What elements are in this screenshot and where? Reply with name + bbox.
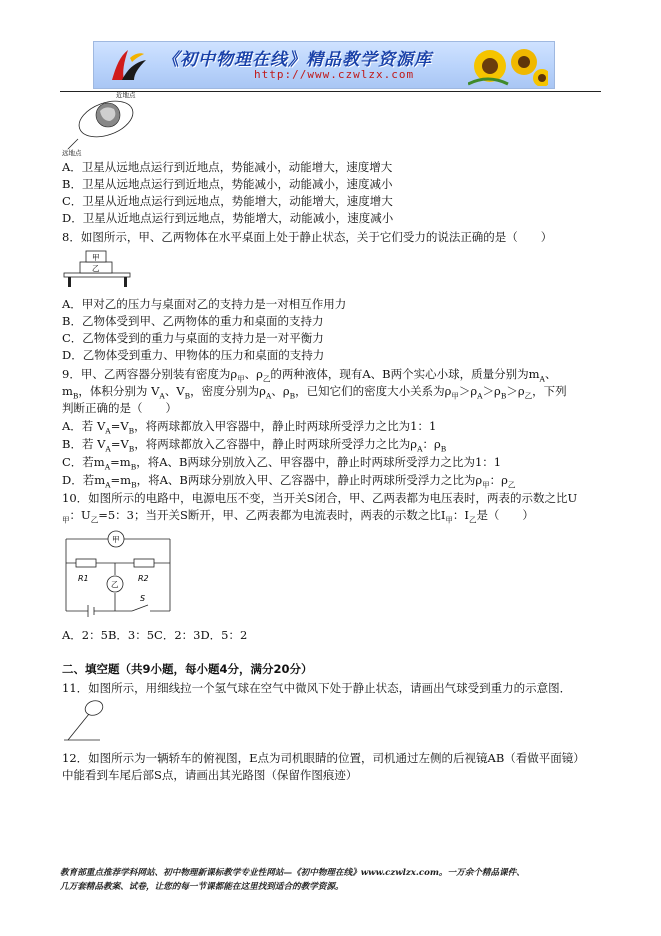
footer-line-1: 教育部重点推荐学科网站、初中物理新课标教学专业性网站—《初中物理在线》www.czwlzx.com。一万余个精品课件、	[60, 868, 525, 878]
footer-line-2: 几万套精品教案、试卷，让您的每一节课都能在这里找到适合的教学资源。	[60, 882, 344, 892]
q9-option-a: A．若 $V_A=V_B$，将两球都放入甲容器中，静止时两球所受浮力之比为1：1	[62, 419, 437, 436]
q9-option-c: C．若$m_A=m_B$，将A、B两球分别放入乙、甲容器中，静止时两球所受浮力之比为1：1	[62, 455, 502, 472]
near-point-label: 近地点	[116, 91, 136, 99]
sunflower-icon	[468, 44, 548, 86]
banner-title: 《初中物理在线》精品教学资源库	[162, 50, 432, 70]
r1-label: R1	[78, 574, 89, 583]
q12-line-2: 中能看到车尾后部S点，请画出其光路图（保留作图痕迹）	[62, 768, 358, 782]
block-yi-label: 乙	[92, 264, 100, 273]
q8-option-d: D．乙物体受到重力、甲物体的压力和桌面的支持力	[62, 348, 325, 362]
q11-balloon-figure	[60, 698, 108, 744]
meter-jia-label: 甲	[112, 535, 120, 544]
q10-line-2: $_甲$：$U_乙=5$：3；当开关S断开，甲、乙两表都为电流表时，两表的示数之比$I_甲$：$I_乙$是（ ）	[62, 508, 534, 525]
q9-option-b: B．若 $V_A=V_B$，将两球都放入乙容器中，静止时两球所受浮力之比为$\rho_A$：$\rho_B$	[62, 437, 447, 454]
site-logo	[106, 46, 150, 84]
r2-label: R2	[138, 574, 149, 583]
q8-stem: 8．如图所示，甲、乙两物体在水平桌面上处于静止状态，关于它们受力的说法正确的是（ ）	[62, 230, 553, 244]
q8-table-blocks-figure	[62, 247, 134, 289]
meter-yi-label: 乙	[111, 580, 119, 589]
q8-option-c: C．乙物体受到的重力与桌面的支持力是一对平衡力	[62, 331, 324, 345]
q7-option-a: A．卫星从远地点运行到近地点，势能减小，动能增大，速度增大	[62, 160, 393, 174]
q7-option-c: C．卫星从近地点运行到远地点，势能增大，动能增大，速度增大	[62, 194, 393, 208]
q7-option-d: D．卫星从近地点运行到远地点，势能增大，动能减小，速度减小	[62, 211, 394, 225]
block-jia-label: 甲	[92, 253, 100, 262]
q11-stem: 11．如图所示，用细线拉一个氢气球在空气中微风下处于静止状态，请画出气球受到重力的示意图．	[62, 681, 572, 695]
header-rule	[60, 91, 601, 92]
q9-line-1: 9．甲、乙两容器分别装有密度为$\rho_甲$、$\rho_乙$的两种液体，现有A、B两个实心小球，质量分别为$m_A$、	[62, 367, 557, 384]
satellite-orbit-figure	[62, 91, 140, 157]
q8-option-b: B．乙物体受到甲、乙两物体的重力和桌面的支持力	[62, 314, 324, 328]
q8-option-a: A．甲对乙的压力与桌面对乙的支持力是一对相互作用力	[62, 297, 347, 311]
banner-url[interactable]: http://www.czwlzx.com	[254, 68, 415, 81]
q9-line-3: 判断正确的是（ ）	[62, 401, 177, 415]
q9-line-2: $m_B$，体积分别为 $V_A$、$V_B$，密度分别为$\rho_A$、$\rho_B$，已知它们的密度大小关系为$\rho_甲>\rho_A>\rho_B>\rho_乙$，下列	[62, 384, 567, 401]
q10-line-1: 10．如图所示的电路中，电源电压不变，当开关S闭合，甲、乙两表都为电压表时，两表的示数之比U	[62, 491, 578, 505]
q7-option-b: B．卫星从远地点运行到近地点，势能减小，动能减小，速度减小	[62, 177, 393, 191]
q10-answers: A．2：5B．3：5C．2：3D．5：2	[62, 628, 248, 642]
q9-option-d: D．若$m_A=m_B$，将A、B两球分别放入甲、乙容器中，静止时两球所受浮力之比为$\rho_甲$：$\rho_乙$	[62, 473, 516, 490]
header-banner	[93, 41, 555, 89]
section2-title: 二、填空题（共9小题，每小题4分，满分20分）	[62, 662, 313, 676]
q10-circuit-figure	[62, 527, 174, 619]
q12-line-1: 12．如图所示为一辆轿车的俯视图，E点为司机眼睛的位置，司机通过左侧的后视镜AB（看做平面镜）	[62, 751, 585, 765]
switch-label: S	[140, 594, 146, 603]
far-point-label: 远地点	[62, 149, 82, 157]
